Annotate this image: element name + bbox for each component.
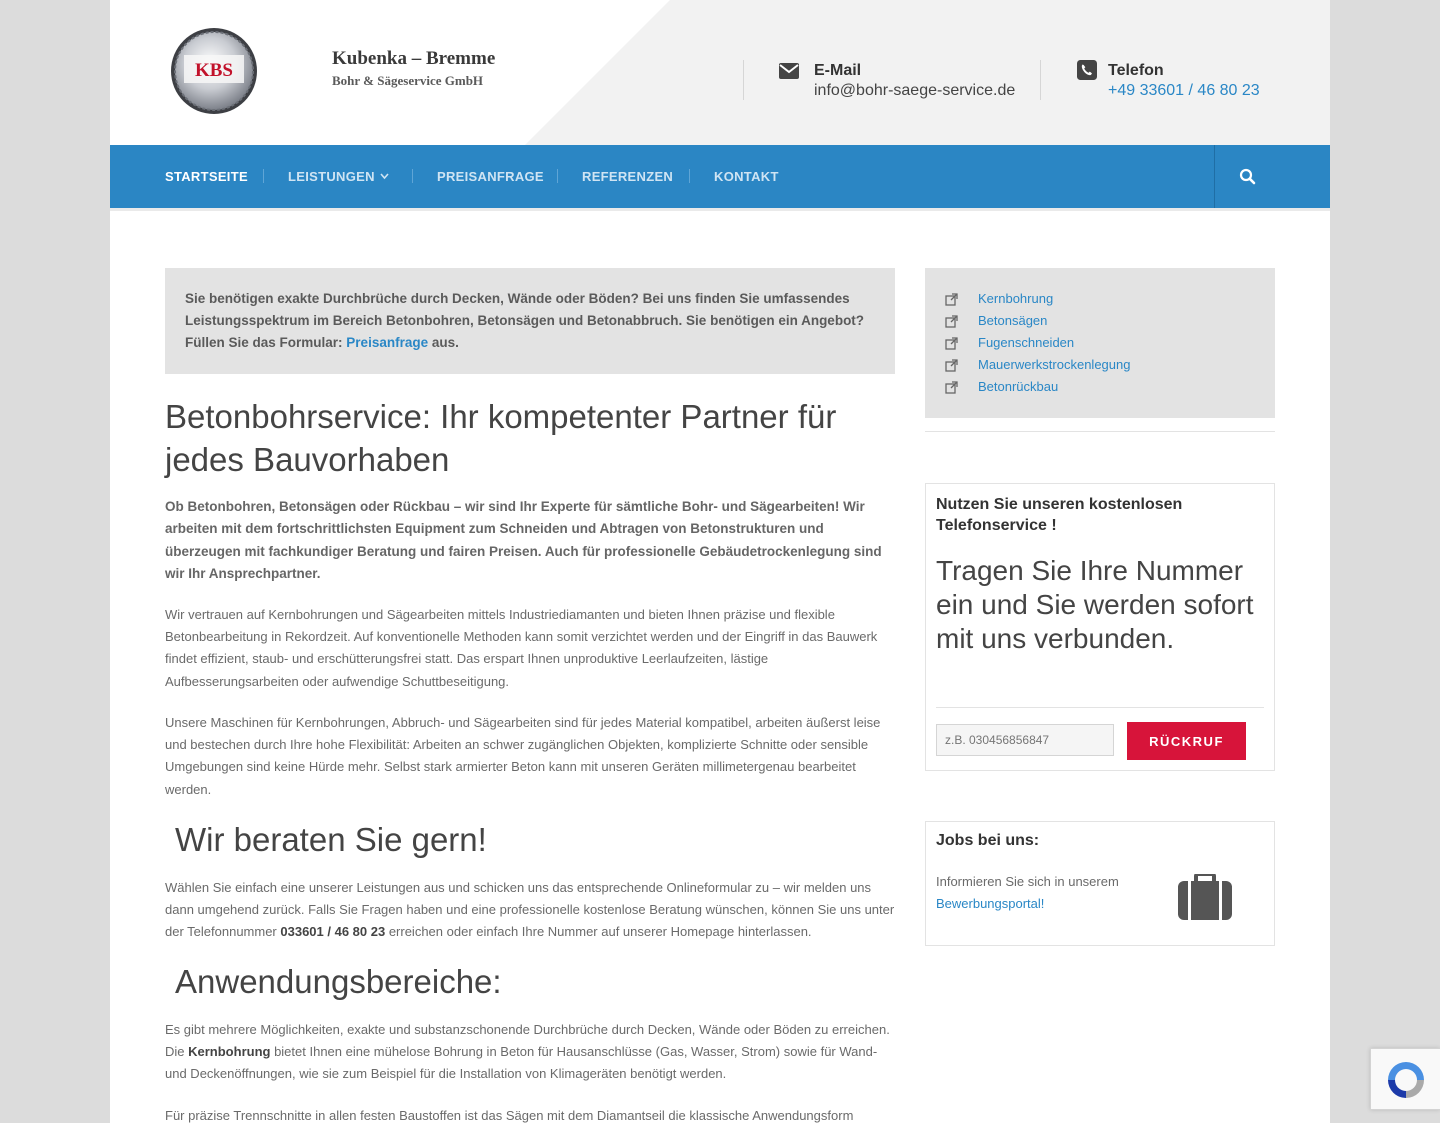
callback-divider [936,707,1264,708]
sidebar-service-links [925,268,1275,418]
phone-label: Telefon [1108,62,1164,79]
site-header [110,0,1330,145]
sidebar-link-fugenschneiden[interactable] [945,332,1255,354]
nav-shadow [110,208,1330,211]
callback-widget [925,483,1275,771]
external-link-icon [945,359,958,372]
section-heading-anwendungsbereiche: Anwendungsbereiche: [175,963,502,1000]
body-paragraph: Für präzise Trennschnitte in allen festen Baustoffen ist das Sägen mit dem Diamantseil die klassische Anwendungsform [165,1108,854,1123]
nav-divider [1214,145,1215,208]
logo-company-name: Kubenka – Bremme [332,48,496,69]
bewerbungsportal-link[interactable]: Bewerbungsportal! [936,896,1045,911]
svg-text:KBS: KBS [194,60,234,81]
callback-title: Nutzen Sie unseren kostenlosen Telefonservice ! [936,496,1183,534]
paragraph-text: Wählen Sie einfach eine unserer Leistungen aus und schicken uns das entsprechende Onlineformular zu – wir melden uns dann umgehend zurück. Falls Sie Fragen haben und eine professionelle kostenlose Beratung wünschen, können Sie uns unter der Telefonnummer [165,880,895,940]
body-paragraph [165,1019,895,1086]
nav-item-startseite[interactable]: STARTSEITE [165,169,248,184]
external-link-icon [945,381,958,394]
nav-separator [412,169,413,183]
chevron-down-icon[interactable] [380,173,389,180]
body-paragraph: Wir vertrauen auf Kernbohrungen und Sägearbeiten mittels Industriediamanten und bieten Ihnen präzise und flexible Betonbearbeitung in Rekordzeit. Auf konventionelle Methoden kann somit verzichtet werden und der Eingriff in das Bauwerk findet effizient, staub- und erschütterungsfrei statt. Das erspart Ihnen unproduktive Leerlaufzeiten, lästige Aufbesserungsarbeiten oder aufwendige Schuttbeseitigung. [165,607,878,689]
nav-separator [557,169,558,183]
nav-separator [689,169,690,183]
callback-description: Tragen Sie Ihre Nummer ein und Sie werden sofort mit uns verbunden. [936,555,1254,654]
paragraph-text: bietet Ihnen eine mühelose Bohrung in Beton für Hausanschlüsse (Gas, Wasser, Strom) sowie für Wand- und Deckenöffnungen, wie sie zum Beispiel für die Installation von Klimageräten benötigt werden. [165,1044,878,1082]
page [110,0,1330,1123]
body-paragraph: Unsere Maschinen für Kernbohrungen, Abbruch- und Sägearbeiten sind für jedes Material kompatibel, arbeiten äußerst leise und bestechen durch Ihre hohe Flexibilität: Arbeiten an schwer zugänglichen Objekten, komplizierte Schnitte oder sensible Umgebungen sind keine Hürde mehr. Selbst stark armierter Beton kann mit unseren Geräten millimetergenau bearbeitet werden. [165,715,881,797]
kernbohrung-bold: Kernbohrung [188,1044,271,1060]
logo-emblem [170,26,260,118]
email-address[interactable]: info@bohr-saege-service.de [814,82,1016,99]
body-paragraph [165,877,895,944]
phone-icon [1076,60,1098,80]
sidebar-link-label[interactable]: Fugenschneiden [978,335,1075,350]
site-logo[interactable] [170,26,496,118]
sidebar-link-label[interactable]: Betonrückbau [978,379,1059,394]
sidebar-divider [925,431,1275,432]
intro-text-end: aus. [428,335,459,350]
callback-button[interactable]: RÜCKRUF [1127,722,1246,760]
email-label: E-Mail [814,62,862,79]
recaptcha-icon [1384,1058,1428,1102]
jobs-description: Informieren Sie sich in unserem [936,874,1119,889]
section-heading-beratung: Wir beraten Sie gern! [175,821,487,858]
sidebar-link-mauerwerkstrockenlegung[interactable] [945,354,1255,376]
jobs-widget [925,821,1275,946]
sidebar-link-label[interactable]: Mauerwerkstrockenlegung [978,357,1131,372]
page-title: Betonbohrservice: Ihr kompetenter Partner für jedes Bauvorhaben [165,398,837,478]
preisanfrage-link[interactable]: Preisanfrage [346,335,429,350]
external-link-icon [945,315,958,328]
phone-number-inline: 033601 / 46 80 23 [280,924,386,940]
logo-company-subtitle: Bohr & Sägeservice GmbH [332,73,484,88]
search-icon[interactable] [1238,167,1258,187]
sidebar-link-betonrueckbau[interactable] [945,376,1255,398]
intro-callout [165,268,895,374]
intro-text: Sie benötigen exakte Durchbrüche durch Decken, Wände oder Böden? Bei uns finden Sie umfassendes Leistungsspektrum im Bereich Betonbohren, Betonsägen und Betonabbruch. Sie benötigen ein Angebot? Füllen Sie das Formular: [185,291,865,350]
paragraph-text: Es gibt mehrere Möglichkeiten, exakte und substanzschonende Durchbrüche durch Decken, Wände oder Böden zu erreichen. Die [165,1022,890,1060]
envelope-icon [779,62,801,82]
paragraph-text: erreichen oder einfach Ihre Nummer auf unserer Homepage hinterlassen. [385,924,812,940]
sidebar-link-label[interactable]: Kernbohrung [978,291,1054,306]
sidebar-link-label[interactable]: Betonsägen [978,313,1048,328]
sidebar-link-betonsaegen[interactable] [945,310,1255,332]
contact-separator [743,60,744,100]
main-navigation [110,145,1330,208]
external-link-icon [945,293,958,306]
contact-separator [1040,60,1041,100]
callback-phone-input[interactable] [936,724,1114,756]
phone-number-link[interactable]: +49 33601 / 46 80 23 [1108,82,1260,99]
nav-item-preisanfrage[interactable]: PREISANFRAGE [437,169,544,184]
lead-paragraph: Ob Betonbohren, Betonsägen oder Rückbau – wir sind Ihr Experte für sämtliche Bohr- und Sägearbeiten! Wir arbeiten mit dem fortschrittlichsten Equipment zum Schneiden und Abtragen von Betonstrukturen und überzeugen mit fachkundiger Beratung und fairen Preisen. Auch für professionelle Gebäudetrockenlegung sind wir Ihr Ansprechpartner. [165,499,882,581]
nav-separator [263,169,264,183]
jobs-title: Jobs bei uns: [936,832,1040,849]
jobs-text [936,871,1146,915]
nav-item-kontakt[interactable]: KONTAKT [714,169,779,184]
recaptcha-badge[interactable] [1370,1048,1440,1110]
sidebar-link-kernbohrung[interactable] [945,288,1255,310]
nav-item-referenzen[interactable]: REFERENZEN [582,169,674,184]
nav-item-leistungen[interactable]: LEISTUNGEN [288,169,375,184]
briefcase-icon [1178,874,1232,920]
external-link-icon [945,337,958,350]
